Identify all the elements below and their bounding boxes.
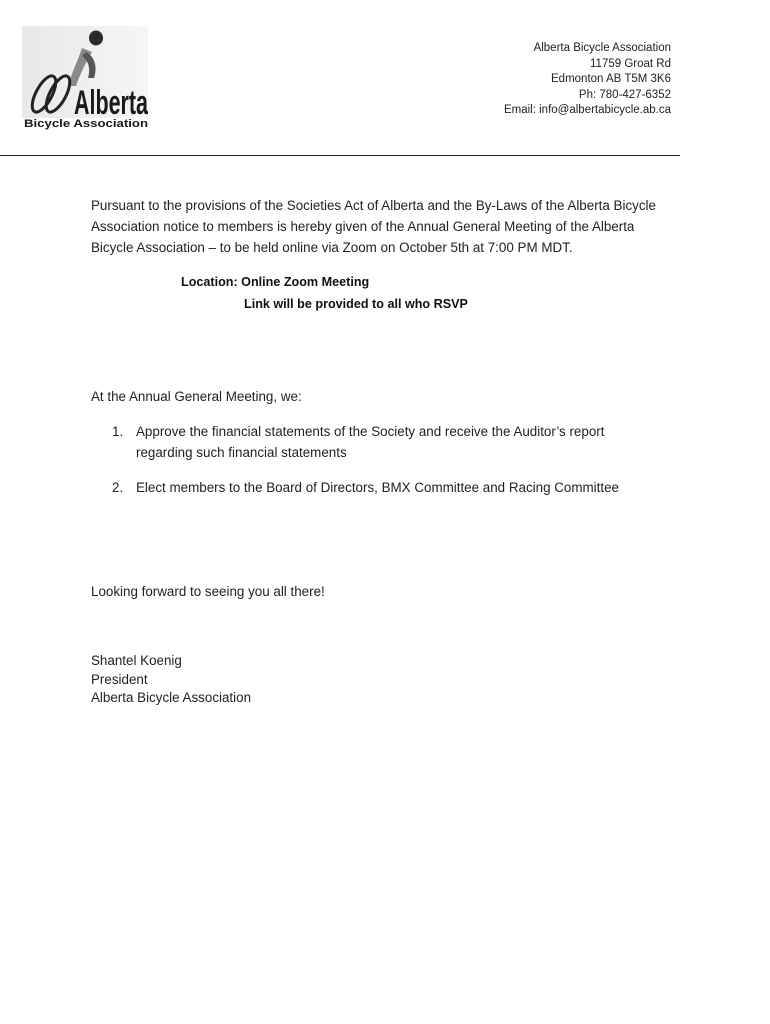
agenda-item-text: Approve the financial statements of the Society and receive the Auditor’s report	[136, 424, 605, 439]
signer-name: Shantel Koenig	[91, 653, 182, 668]
signer-organization: Alberta Bicycle Association	[91, 690, 252, 705]
agenda-item-number: 2.	[112, 480, 124, 495]
rsvp-note: Link will be provided to all who RSVP	[244, 297, 468, 311]
location-label: Location: Online Zoom Meeting	[181, 275, 370, 289]
alberta-bicycle-association-logo	[22, 26, 154, 130]
notice-line: Pursuant to the provisions of the Societies Act of Alberta and the By-Laws of the Alberta Bicycle	[91, 198, 656, 213]
email-address: Email: info@albertabicycle.ab.ca	[503, 104, 671, 116]
logo-tagline: Bicycle Association	[24, 118, 149, 130]
city-postal: Edmonton AB T5M 3K6	[551, 73, 671, 85]
closing-line: Looking forward to seeing you all there!	[91, 584, 325, 599]
cyclist-logo-graphic	[22, 26, 154, 130]
letterhead-address	[504, 41, 671, 119]
org-name: Alberta Bicycle Association	[533, 42, 671, 54]
agenda-item-number: 1.	[112, 424, 124, 439]
header-divider	[0, 155, 680, 156]
logo-wordmark: Alberta	[74, 84, 149, 122]
notice-paragraph	[91, 195, 691, 258]
agenda-intro: At the Annual General Meeting, we:	[91, 389, 302, 404]
notice-line: Association notice to members is hereby given of the Annual General Meeting of the Alberta	[91, 219, 635, 234]
phone-number: Ph: 780-427-6352	[578, 88, 671, 101]
signature-block	[91, 652, 251, 708]
street-address: 11759 Groat Rd	[590, 57, 671, 70]
agenda-item-text: regarding such financial statements	[136, 445, 347, 460]
notice-line: Bicycle Association – to be held online via Zoom on October 5th at 7:00 PM MDT.	[91, 240, 573, 255]
agenda-item-text: Elect members to the Board of Directors, BMX Committee and Racing Committee	[136, 480, 619, 495]
signer-title: President	[91, 671, 148, 687]
